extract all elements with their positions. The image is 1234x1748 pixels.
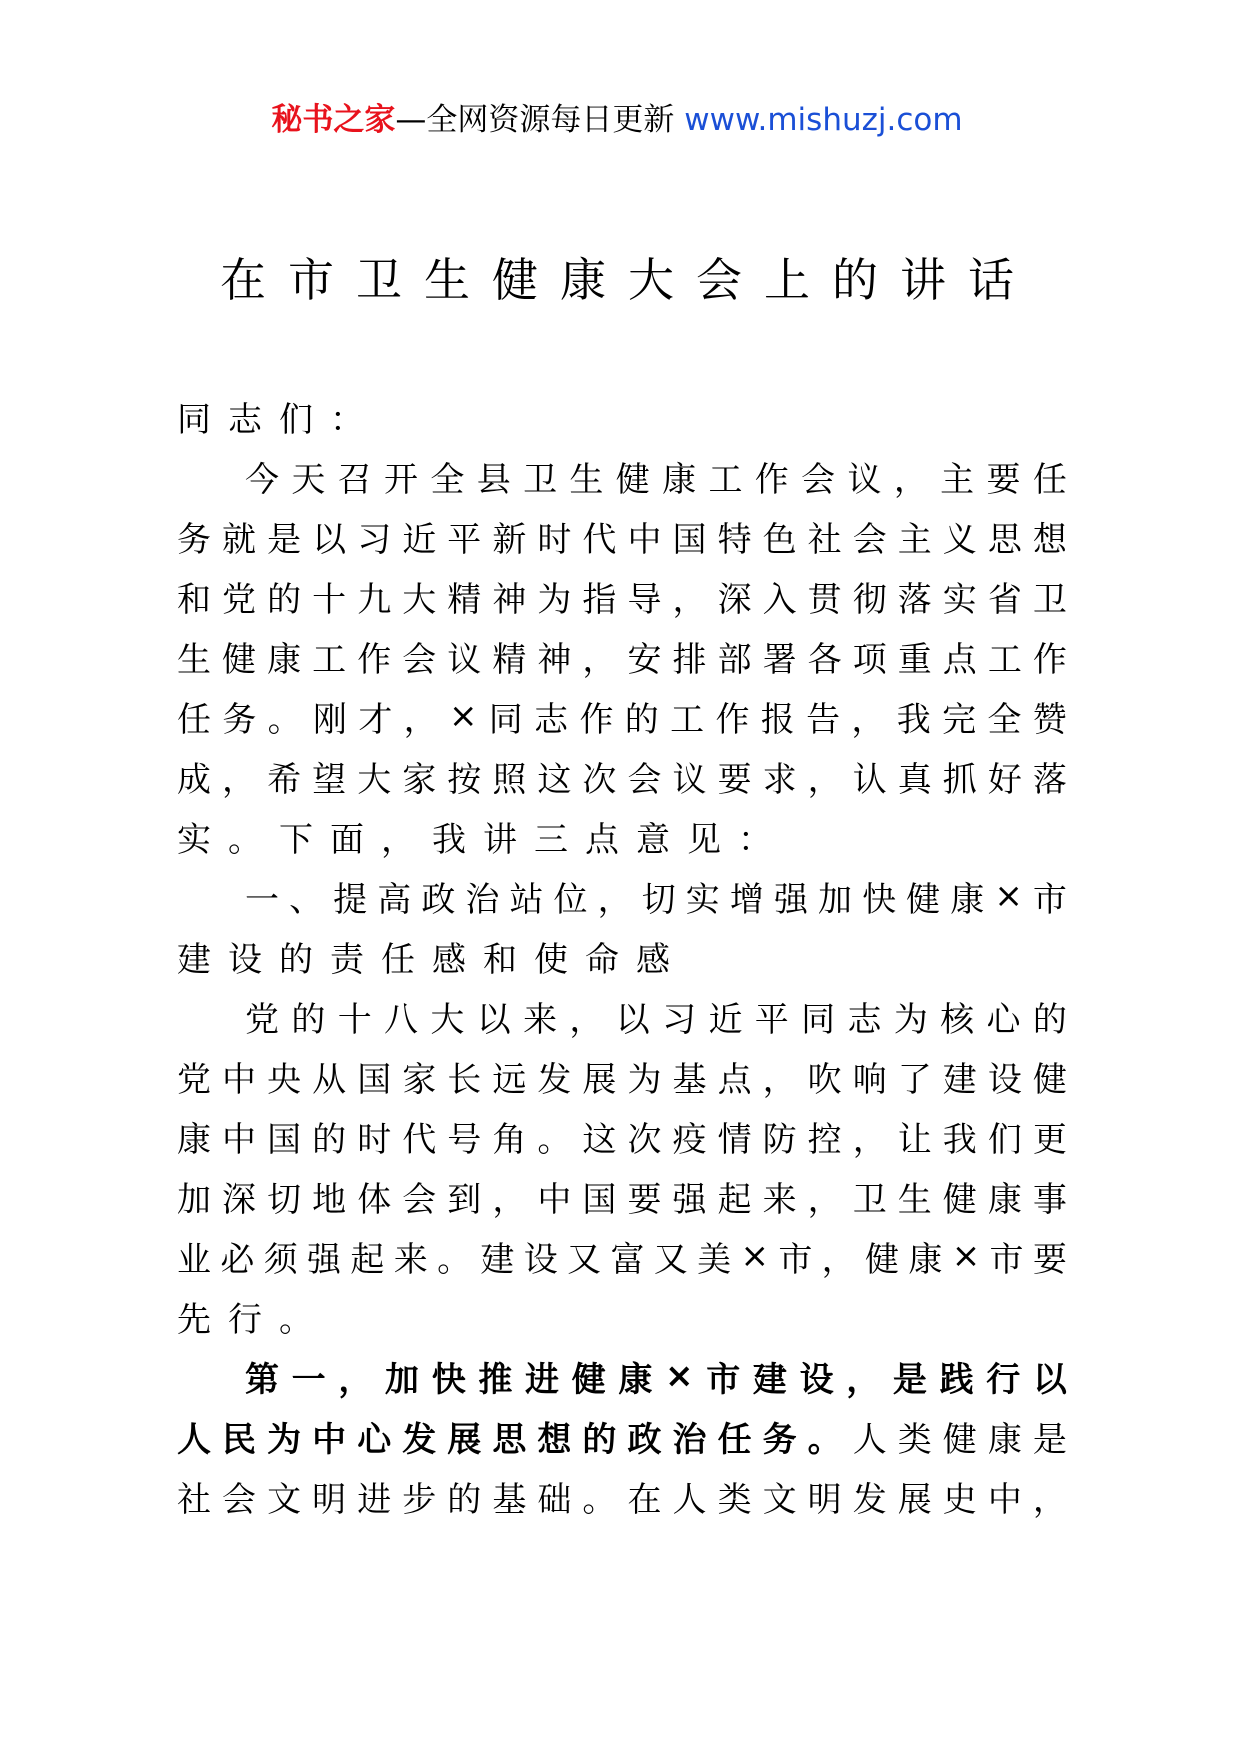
paragraph bbox=[177, 1346, 1067, 1526]
paragraph bbox=[177, 866, 1067, 986]
site-tagline: —全网资源每日更新 bbox=[395, 102, 675, 138]
paragraph bbox=[177, 986, 1067, 1346]
site-name: 秘书之家 bbox=[271, 102, 396, 138]
document-body bbox=[177, 386, 1067, 1526]
text-line: 今 天 召 开 全 县 卫 生 健 康 工 作 会 议 ， 主 要 任 bbox=[245, 459, 1067, 500]
text-line: 先 行 。 bbox=[177, 1299, 313, 1340]
text-line: 加 深 切 地 体 会 到 ， 中 国 要 强 起 来 ， 卫 生 健 康 事 bbox=[177, 1179, 1067, 1220]
salutation: 同 志 们 ： bbox=[177, 399, 364, 440]
page-header bbox=[0, 100, 1234, 140]
paragraph-list bbox=[177, 446, 1067, 1526]
text-line: 成 ， 希 望 大 家 按 照 这 次 会 议 要 求 ， 认 真 抓 好 落 bbox=[177, 759, 1067, 800]
text-line: 建 设 的 责 任 感 和 使 命 感 bbox=[177, 939, 670, 980]
text-line: 任 务 。 刚 才 ， × 同 志 作 的 工 作 报 告 ， 我 完 全 赞 bbox=[177, 696, 1067, 740]
text-line: 务 就 是 以 习 近 平 新 时 代 中 国 特 色 社 会 主 义 思 想 bbox=[177, 519, 1067, 560]
text-line: 业 必 须 强 起 来 。 建 设 又 富 又 美 × 市 ， 健 康 × 市 要 bbox=[177, 1236, 1067, 1280]
document-title: 在市卫生健康大会上的讲话 bbox=[220, 253, 1036, 307]
text-line: 党 中 央 从 国 家 长 远 发 展 为 基 点 ， 吹 响 了 建 设 健 bbox=[177, 1059, 1067, 1100]
text-line: 实 。 下 面 ， 我 讲 三 点 意 见 ： bbox=[177, 819, 772, 860]
text-line: 康 中 国 的 时 代 号 角 。 这 次 疫 情 防 控 ， 让 我 们 更 bbox=[177, 1119, 1067, 1160]
text-line: 人 民 为 中 心 发 展 思 想 的 政 治 任 务 。 人 类 健 康 是 bbox=[177, 1419, 1067, 1460]
text-line: 第 一 ， 加 快 推 进 健 康 × 市 建 设 ， 是 践 行 以 bbox=[245, 1356, 1067, 1400]
text-line: 党 的 十 八 大 以 来 ， 以 习 近 平 同 志 为 核 心 的 bbox=[245, 999, 1067, 1040]
paragraph bbox=[177, 446, 1067, 866]
text-line: 社 会 文 明 进 步 的 基 础 。 在 人 类 文 明 发 展 史 中 ， bbox=[177, 1479, 1067, 1520]
text-line: 生 健 康 工 作 会 议 精 神 ， 安 排 部 署 各 项 重 点 工 作 bbox=[177, 639, 1067, 680]
text-line: 和 党 的 十 九 大 精 神 为 指 导 ， 深 入 贯 彻 落 实 省 卫 bbox=[177, 579, 1067, 620]
text-line: 一 、 提 高 政 治 站 位 ， 切 实 增 强 加 快 健 康 × 市 bbox=[245, 876, 1067, 920]
site-url: www.mishuzj.com bbox=[684, 102, 963, 138]
